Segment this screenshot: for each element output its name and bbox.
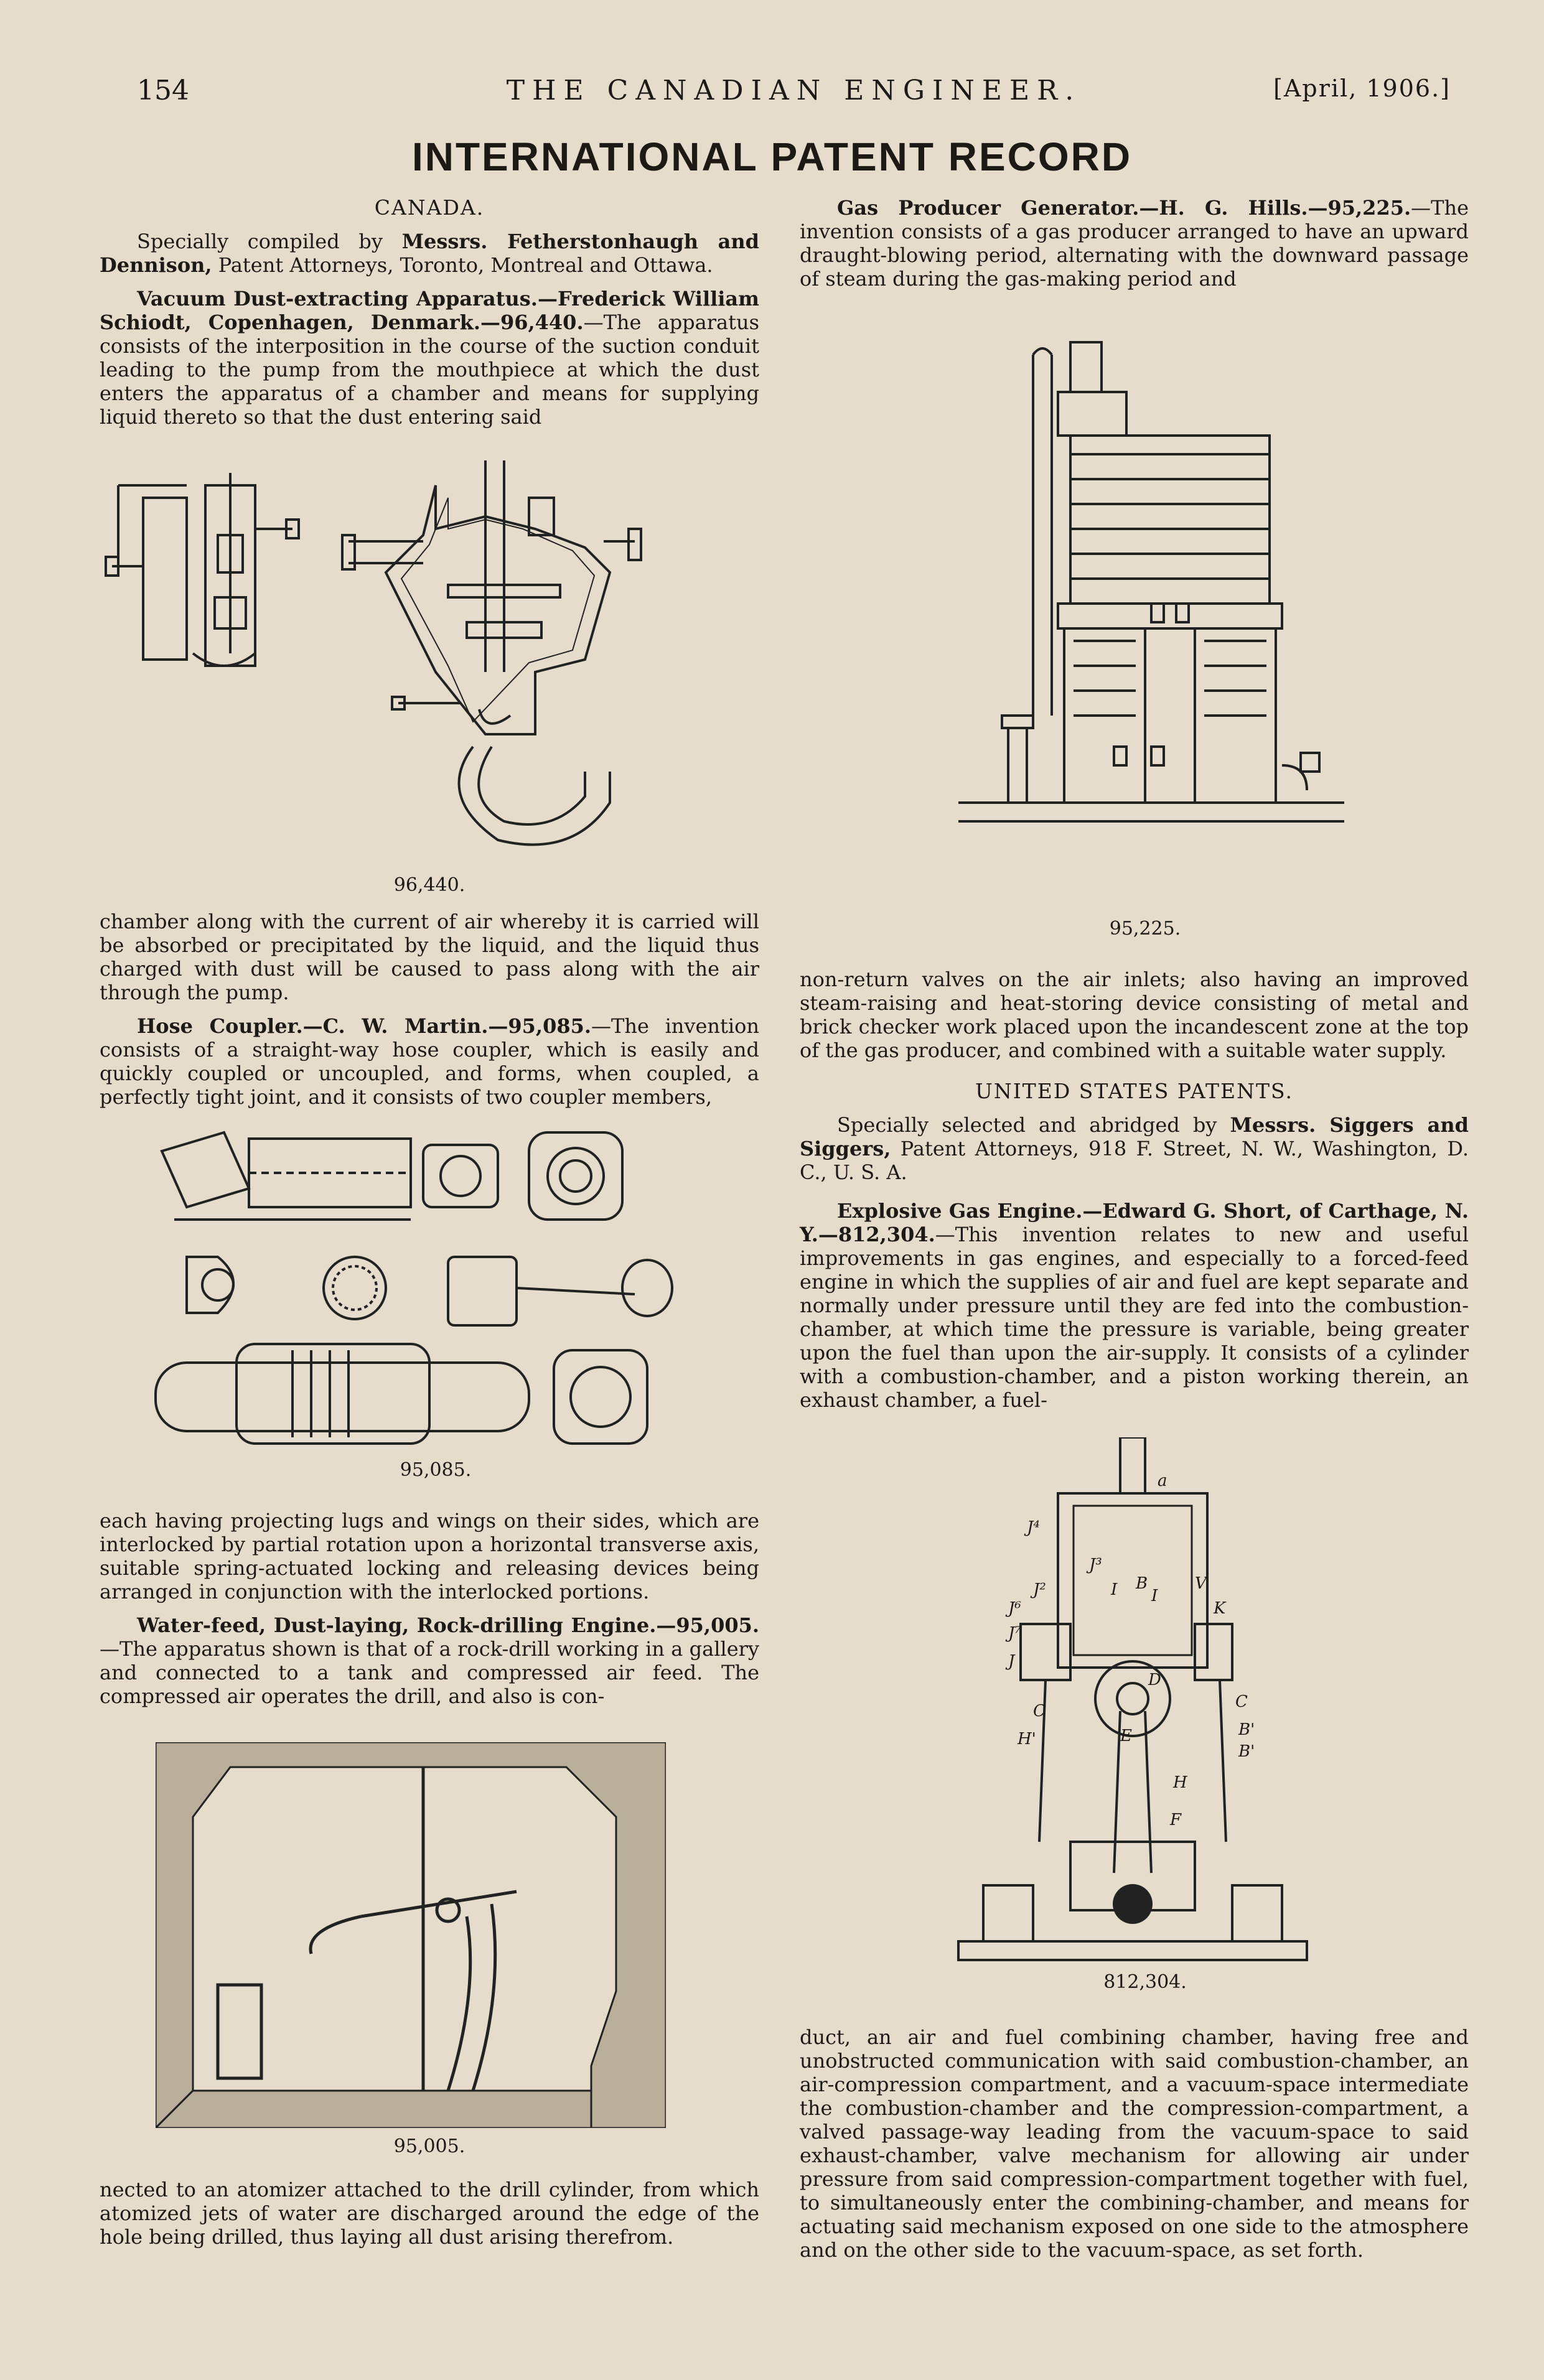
engine-text-continued: duct, an air and fuel combining chamber, having free and unobstructed communication with said combustion-chamber, an air-compression compartment, and a vacuum-space intermediate the combustion-chamber and the compression-compartment, a valved passage-way leading from the vacuum-space to said exhaust-chamber, valve mechanism for allowing air under pressure from said compression-compartment together with fuel, to simultaneously enter the combining-chamber, and means for actuating said mechanism exposed on one side to the atmosphere and on the other side to the vacuum-space, as set forth.	[800, 2025, 1469, 2262]
figure-95225	[933, 330, 1357, 852]
gas-text-continued: non-return valves on the air inlets; also having an improved steam-raising and heat-storing device consisting of metal and brick checker work placed upon the incandescent zone at the top of the gas producer, and combined with a suitable water supply.	[800, 968, 1469, 1062]
figure-95225-caption: 95,225.	[1109, 918, 1181, 940]
canada-intro	[100, 196, 759, 439]
figure-95005-caption: 95,005.	[393, 2135, 466, 2157]
vacuum-title: Vacuum Dust-extracting Apparatus.—Frederick William Schiodt, Copenhagen, Denmark.—96,440.	[100, 287, 759, 334]
figure-812304	[933, 1437, 1369, 1966]
us-heading: UNITED STATES PATENTS.	[975, 1079, 1293, 1103]
page-title: INTERNATIONAL PATENT RECORD	[411, 134, 1133, 179]
journal-title: THE CANADIAN ENGINEER.	[506, 75, 1082, 106]
vacuum-section-apparatus	[342, 460, 641, 845]
water-tank	[218, 1985, 261, 2078]
figure-95085	[149, 1114, 709, 1456]
figure-96440-caption: 96,440.	[393, 874, 466, 896]
rock-gallery	[156, 1742, 666, 2128]
engine-labels: a J⁴ J³ J² I B I V J⁶ K J⁷ J D C C B' H' E B' H F	[1008, 1472, 1255, 1829]
hose-text-continued: each having projecting lugs and wings on their sides, which are interlocked by partial rotation upon a horizontal transverse axis, suitable spring-actuated locking and releasing devices being arranged in conjunction with the interlocked portions.	[100, 1509, 759, 1603]
water-continued	[100, 2178, 759, 2259]
gas-entry-block	[800, 196, 1469, 301]
vacuum-small-apparatus	[106, 473, 299, 666]
engine-continued	[800, 2025, 1469, 2272]
us-selected-by: Specially selected and abridged by Messrs. Siggers and Siggers, Patent Attorneys, 918 F. Street, N. W., Washington, D. C., U. S. A.	[800, 1113, 1469, 1184]
figure-96440	[100, 448, 759, 877]
coupler-assembled	[156, 1344, 647, 1444]
figure-812304-caption: 812,304.	[1103, 1971, 1187, 1993]
water-entry: Water-feed, Dust-laying, Rock-drilling Engine.—95,005.—The apparatus shown is that of a rock-drill working in a gallery and connected to a tank and compressed air feed. The compressed air operates the drill, and also is con-	[100, 1613, 759, 1708]
hose-title: Hose Coupler.—C. W. Martin.—95,085.	[137, 1014, 592, 1038]
water-text-continued: nected to an atomizer attached to the drill cylinder, from which atomized jets of water are discharged around the edge of the hole being drilled, thus laying all dust arising therefrom.	[100, 2178, 759, 2249]
hose-entry: Hose Coupler.—C. W. Martin.—95,085.—The invention consists of a straight-way hose coupler, which is easily and quickly coupled or uncoupled, and forms, when coupled, a perfectly tight joint, and it consists of two coupler members,	[100, 1014, 760, 1109]
vacuum-continued	[100, 910, 759, 1119]
canada-compiled-by: Specially compiled by Messrs. Fetherstonhaugh and Dennison, Patent Attorneys, Toronto, Montreal and Ottawa.	[100, 230, 759, 277]
coupler-side-views	[162, 1132, 622, 1220]
gas-continued	[800, 968, 1469, 1422]
figure-95085-caption: 95,085.	[400, 1459, 472, 1481]
page-number: 154	[137, 75, 189, 106]
gas-entry: Gas Producer Generator.—H. G. Hills.—95,225.—The invention consists of a gas producer arranged to have an upward draught-blowing period, alternating with the downward passage of steam during the gas-making period and	[800, 196, 1469, 291]
canada-heading: CANADA.	[374, 195, 485, 220]
gas-producer-body	[1058, 604, 1282, 803]
gas-producer-base	[958, 716, 1344, 821]
hose-continued	[100, 1509, 759, 1718]
rock-drill	[311, 1767, 517, 2091]
engine-entry: Explosive Gas Engine.—Edward G. Short, of Carthage, N. Y.—812,304.—This invention relates to new and useful improvements in gas engines, and especially to a forced-feed engine in which the supplies of air and fuel are kept separate and normally under pressure until they are fed into the combustion-chamber, at which time the pressure is variable, being greater upon the fuel than upon the air-supply. It consists of a cylinder with a combustion-chamber, and a piston working therein, an exhaust chamber, a fuel-	[800, 1199, 1469, 1412]
issue-date: [April, 1906.]	[1273, 75, 1451, 102]
gallery-floor	[156, 2091, 591, 2128]
gas-title: Gas Producer Generator.—H. G. Hills.—95,225.	[837, 196, 1411, 220]
coupler-parts	[187, 1257, 672, 1325]
vacuum-entry: Vacuum Dust-extracting Apparatus.—Frederick William Schiodt, Copenhagen, Denmark.—96,440.—The apparatus consists of the interposition in the course of the suction conduit leading to the pump from the mouthpiece at which the dust enters the apparatus of a chamber and means for supplying liquid thereto so that the dust entering said	[100, 287, 759, 429]
engine-title: Explosive Gas Engine.—Edward G. Short, of Carthage, N. Y.—812,304.	[800, 1199, 1469, 1246]
figure-95005	[156, 1742, 666, 2128]
gas-producer-top	[1033, 342, 1270, 716]
running-header	[137, 75, 1451, 112]
water-title: Water-feed, Dust-laying, Rock-drilling Engine.—95,005.	[137, 1613, 759, 1637]
vacuum-text-continued: chamber along with the current of air whereby it is carried will be absorbed or precipitated by the liquid, and the liquid thus charged with dust will be caused to pass along with the air through the pump.	[100, 910, 759, 1004]
